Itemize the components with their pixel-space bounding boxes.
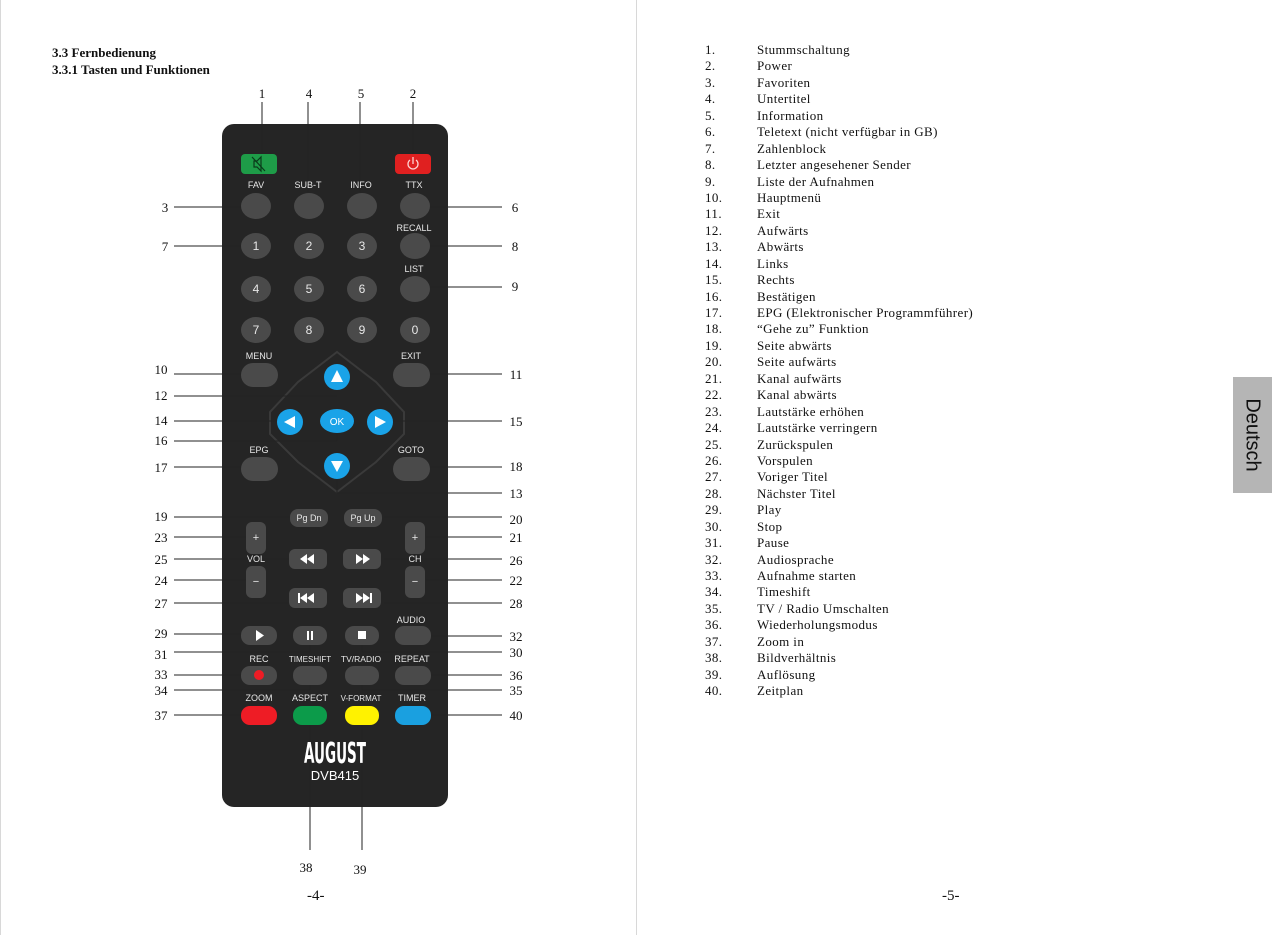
callout-9: 9 (511, 279, 519, 294)
function-text: Seite aufwärts (757, 354, 837, 370)
digit-6: 6 (358, 282, 366, 296)
function-list-item (705, 502, 973, 518)
digit-9: 9 (358, 323, 366, 337)
function-text: Stop (757, 518, 783, 534)
ch-minus-label: − (411, 576, 419, 588)
digit-5: 5 (305, 282, 313, 296)
function-list-item (705, 108, 973, 124)
timeshift-button (293, 666, 327, 685)
section-heading: 3.3 Fernbedienung (52, 45, 157, 60)
stop-icon (358, 631, 366, 639)
callout-15: 15 (509, 414, 523, 429)
function-text: Liste der Aufnahmen (757, 173, 875, 189)
page-divider (636, 0, 637, 935)
function-number: 32. (705, 551, 723, 567)
function-text: Aufwärts (757, 222, 809, 238)
function-number: 14. (705, 255, 723, 271)
language-tab-label: Deutsch (1241, 398, 1264, 472)
callout-30: 30 (509, 645, 523, 660)
callout-13: 13 (509, 486, 523, 501)
ok-label: OK (329, 417, 345, 428)
function-number: 33. (705, 568, 723, 583)
function-number: 3. (705, 74, 716, 90)
function-number: 18. (705, 321, 723, 337)
callout-33: 33 (154, 667, 168, 682)
function-text: Power (757, 58, 793, 74)
function-number: 12. (705, 222, 723, 238)
tvradio-label: TV/RADIO (340, 654, 382, 664)
function-number: 6. (705, 124, 716, 140)
page-number-left: -4- (307, 888, 325, 904)
function-number: 9. (705, 173, 716, 189)
subt-button (294, 193, 324, 219)
function-number: 15. (705, 272, 723, 288)
callout-24: 24 (154, 573, 168, 588)
pgdn-label: Pg Dn (296, 513, 322, 523)
page-number-right: -5- (942, 888, 960, 904)
function-list-item (705, 552, 973, 568)
digit-3: 3 (358, 239, 366, 253)
function-list-item (705, 535, 973, 551)
function-list-item (705, 190, 973, 206)
callout-4: 4 (305, 86, 313, 101)
function-number: 40. (705, 683, 723, 699)
function-list-item (705, 617, 973, 633)
callout-21: 21 (509, 530, 523, 545)
function-list-item (705, 58, 973, 74)
function-text: Links (757, 255, 789, 271)
tvradio-button (345, 666, 379, 685)
callout-18: 18 (509, 459, 523, 474)
ch-plus-label: + (411, 532, 419, 544)
callout-19: 19 (154, 509, 168, 524)
function-text: Untertitel (757, 91, 811, 107)
function-list-item (705, 371, 973, 387)
function-text: Favoriten (757, 74, 811, 90)
function-text: Auflösung (757, 666, 816, 682)
function-text: Exit (757, 206, 781, 222)
callout-7: 7 (161, 239, 169, 254)
function-number: 24. (705, 420, 723, 436)
function-number: 28. (705, 485, 723, 501)
exit-button (393, 363, 430, 387)
callout-35: 35 (509, 683, 523, 698)
function-text: Hauptmenü (757, 189, 822, 205)
callout-29: 29 (154, 626, 168, 641)
function-list-item (705, 387, 973, 403)
function-number: 4. (705, 91, 716, 107)
function-number: 29. (705, 502, 723, 518)
zoom-button (241, 706, 277, 725)
callout-32: 32 (509, 629, 523, 644)
function-number: 23. (705, 403, 723, 419)
callout-6: 6 (511, 200, 519, 215)
function-list-item (705, 568, 973, 584)
recall-label: RECALL (396, 223, 432, 233)
fav-button (241, 193, 271, 219)
function-text: Audiosprache (757, 551, 834, 567)
function-list-item (705, 601, 973, 617)
function-text: “Gehe zu” Funktion (757, 321, 869, 337)
function-text: Pause (757, 535, 790, 551)
function-number: 16. (705, 288, 723, 304)
vformat-label: V-FORMAT (340, 694, 382, 703)
recall-button (400, 233, 430, 259)
aspect-label: ASPECT (291, 693, 329, 703)
list-button (400, 276, 430, 302)
function-text: Stummschaltung (757, 42, 850, 57)
function-text: Zahlenblock (757, 140, 827, 156)
function-list-item (705, 42, 973, 58)
record-dot-icon (254, 670, 264, 680)
function-list-item (705, 141, 973, 157)
subsection-heading: 3.3.1 Tasten und Funktionen (52, 62, 210, 77)
function-list-item (705, 124, 973, 140)
function-number: 5. (705, 107, 716, 123)
timeshift-label: TIMESHIFT (288, 655, 332, 664)
vol-plus-label: + (252, 532, 260, 544)
goto-label: GOTO (397, 445, 425, 455)
function-number: 20. (705, 354, 723, 370)
function-list (705, 42, 973, 700)
callout-12: 12 (154, 388, 168, 403)
function-text: TV / Radio Umschalten (757, 600, 890, 616)
function-list-item (705, 75, 973, 91)
function-text: Timeshift (757, 584, 811, 600)
function-text: Zoom in (757, 633, 805, 649)
function-text: Wiederholungsmodus (757, 617, 878, 633)
function-number: 19. (705, 337, 723, 353)
callout-10: 10 (154, 362, 168, 377)
function-list-item (705, 256, 973, 272)
function-text: Zurückspulen (757, 436, 834, 452)
callout-39: 39 (353, 862, 367, 877)
callout-28: 28 (509, 596, 523, 611)
function-list-item (705, 634, 973, 650)
function-text: Seite abwärts (757, 337, 832, 353)
function-list-item (705, 404, 973, 420)
function-number: 36. (705, 617, 723, 633)
epg-label: EPG (249, 445, 269, 455)
function-text: Letzter angesehener Sender (757, 157, 912, 173)
function-number: 26. (705, 452, 723, 468)
digit-0: 0 (411, 323, 419, 337)
function-list-item (705, 469, 973, 485)
epg-button (241, 457, 278, 481)
digit-1: 1 (252, 239, 260, 253)
function-number: 34. (705, 584, 723, 600)
function-list-item (705, 486, 973, 502)
callout-23: 23 (154, 530, 168, 545)
exit-label: EXIT (400, 351, 422, 361)
callout-34: 34 (154, 683, 168, 698)
callout-8: 8 (511, 239, 519, 254)
repeat-label: REPEAT (394, 654, 430, 664)
function-number: 13. (705, 239, 723, 255)
function-number: 8. (705, 157, 716, 173)
callout-26: 26 (509, 553, 523, 568)
function-list-item (705, 305, 973, 321)
digit-7: 7 (252, 323, 260, 337)
vol-label: VOL (246, 554, 266, 564)
digit-2: 2 (305, 239, 313, 253)
goto-button (393, 457, 430, 481)
callout-25: 25 (154, 552, 168, 567)
callout-1: 1 (258, 86, 266, 101)
fav-label: FAV (247, 180, 265, 190)
function-list-item (705, 321, 973, 337)
function-list-item (705, 174, 973, 190)
aspect-button (293, 706, 327, 725)
function-number: 2. (705, 58, 716, 74)
ttx-button (400, 193, 430, 219)
function-text: Nächster Titel (757, 485, 836, 501)
function-list-item (705, 437, 973, 453)
function-text: Rechts (757, 272, 795, 288)
function-text: Vorspulen (757, 452, 814, 468)
repeat-button (395, 666, 431, 685)
callout-36: 36 (509, 668, 523, 683)
function-list-item (705, 683, 973, 699)
function-list-item (705, 338, 973, 354)
info-button (347, 193, 377, 219)
function-text: Kanal abwärts (757, 387, 837, 403)
function-text: Lautstärke verringern (757, 420, 878, 436)
function-text: Voriger Titel (757, 469, 829, 485)
model-label: DVB415 (310, 768, 360, 783)
zoom-label: ZOOM (245, 693, 273, 703)
function-text: Lautstärke erhöhen (757, 403, 865, 419)
function-number: 25. (705, 436, 723, 452)
function-number: 7. (705, 140, 716, 156)
function-list-item (705, 272, 973, 288)
function-text: Bestätigen (757, 288, 816, 304)
function-number: 27. (705, 469, 723, 485)
function-text: Bildverhältnis (757, 650, 837, 666)
callout-2: 2 (409, 86, 417, 101)
audio-button (395, 626, 431, 645)
function-text: Aufnahme starten (757, 568, 857, 583)
ttx-label: TTX (405, 180, 423, 190)
function-text: Zeitplan (757, 683, 804, 699)
function-list-item (705, 584, 973, 600)
rec-label: REC (249, 654, 269, 664)
digit-8: 8 (305, 323, 313, 337)
language-side-tab (1233, 377, 1272, 493)
function-text: Play (757, 502, 782, 518)
function-number: 35. (705, 600, 723, 616)
callout-5: 5 (357, 86, 365, 101)
function-text: Kanal aufwärts (757, 370, 842, 386)
callout-22: 22 (509, 573, 523, 588)
function-list-item (705, 354, 973, 370)
info-label: INFO (350, 180, 372, 190)
menu-button (241, 363, 278, 387)
function-list-item (705, 650, 973, 666)
callout-14: 14 (154, 413, 168, 428)
callout-40: 40 (509, 708, 523, 723)
function-number: 22. (705, 387, 723, 403)
function-list-item (705, 519, 973, 535)
pause-button (293, 626, 327, 645)
callout-31: 31 (154, 647, 168, 662)
function-number: 37. (705, 633, 723, 649)
callout-27: 27 (154, 596, 168, 611)
function-number: 30. (705, 518, 723, 534)
function-number: 31. (705, 535, 723, 551)
function-number: 1. (705, 42, 716, 57)
function-list-item (705, 453, 973, 469)
function-number: 11. (705, 206, 722, 222)
function-text: Teletext (nicht verfügbar in GB) (757, 124, 938, 140)
timer-button (395, 706, 431, 725)
digit-4: 4 (252, 282, 260, 296)
timer-label: TIMER (398, 693, 426, 703)
function-list-item (705, 289, 973, 305)
callout-37: 37 (154, 708, 168, 723)
list-label: LIST (404, 264, 424, 274)
vol-minus-label: − (252, 576, 260, 588)
ch-label: CH (408, 554, 422, 564)
function-text: Information (757, 107, 824, 123)
function-list-item (705, 206, 973, 222)
function-list-item (705, 157, 973, 173)
callout-16: 16 (154, 433, 168, 448)
function-text: EPG (Elektronischer Programmführer) (757, 305, 974, 320)
callout-20: 20 (509, 512, 523, 527)
callout-17: 17 (154, 460, 168, 475)
audio-label: AUDIO (396, 615, 426, 625)
function-list-item (705, 420, 973, 436)
function-list-item (705, 667, 973, 683)
function-number: 17. (705, 305, 723, 320)
function-number: 10. (705, 189, 723, 205)
callout-38: 38 (299, 860, 313, 875)
function-number: 39. (705, 666, 723, 682)
function-list-item (705, 91, 973, 107)
function-number: 38. (705, 650, 723, 666)
function-text: Abwärts (757, 239, 804, 255)
function-list-item (705, 223, 973, 239)
function-list-item (705, 239, 973, 255)
subt-label: SUB-T (294, 180, 322, 190)
pgup-label: Pg Up (350, 513, 376, 523)
callout-3: 3 (161, 200, 169, 215)
vformat-button (345, 706, 379, 725)
function-number: 21. (705, 370, 723, 386)
menu-label: MENU (245, 351, 273, 361)
brand-logo: AUGUST (304, 736, 366, 771)
callout-11: 11 (509, 367, 523, 382)
